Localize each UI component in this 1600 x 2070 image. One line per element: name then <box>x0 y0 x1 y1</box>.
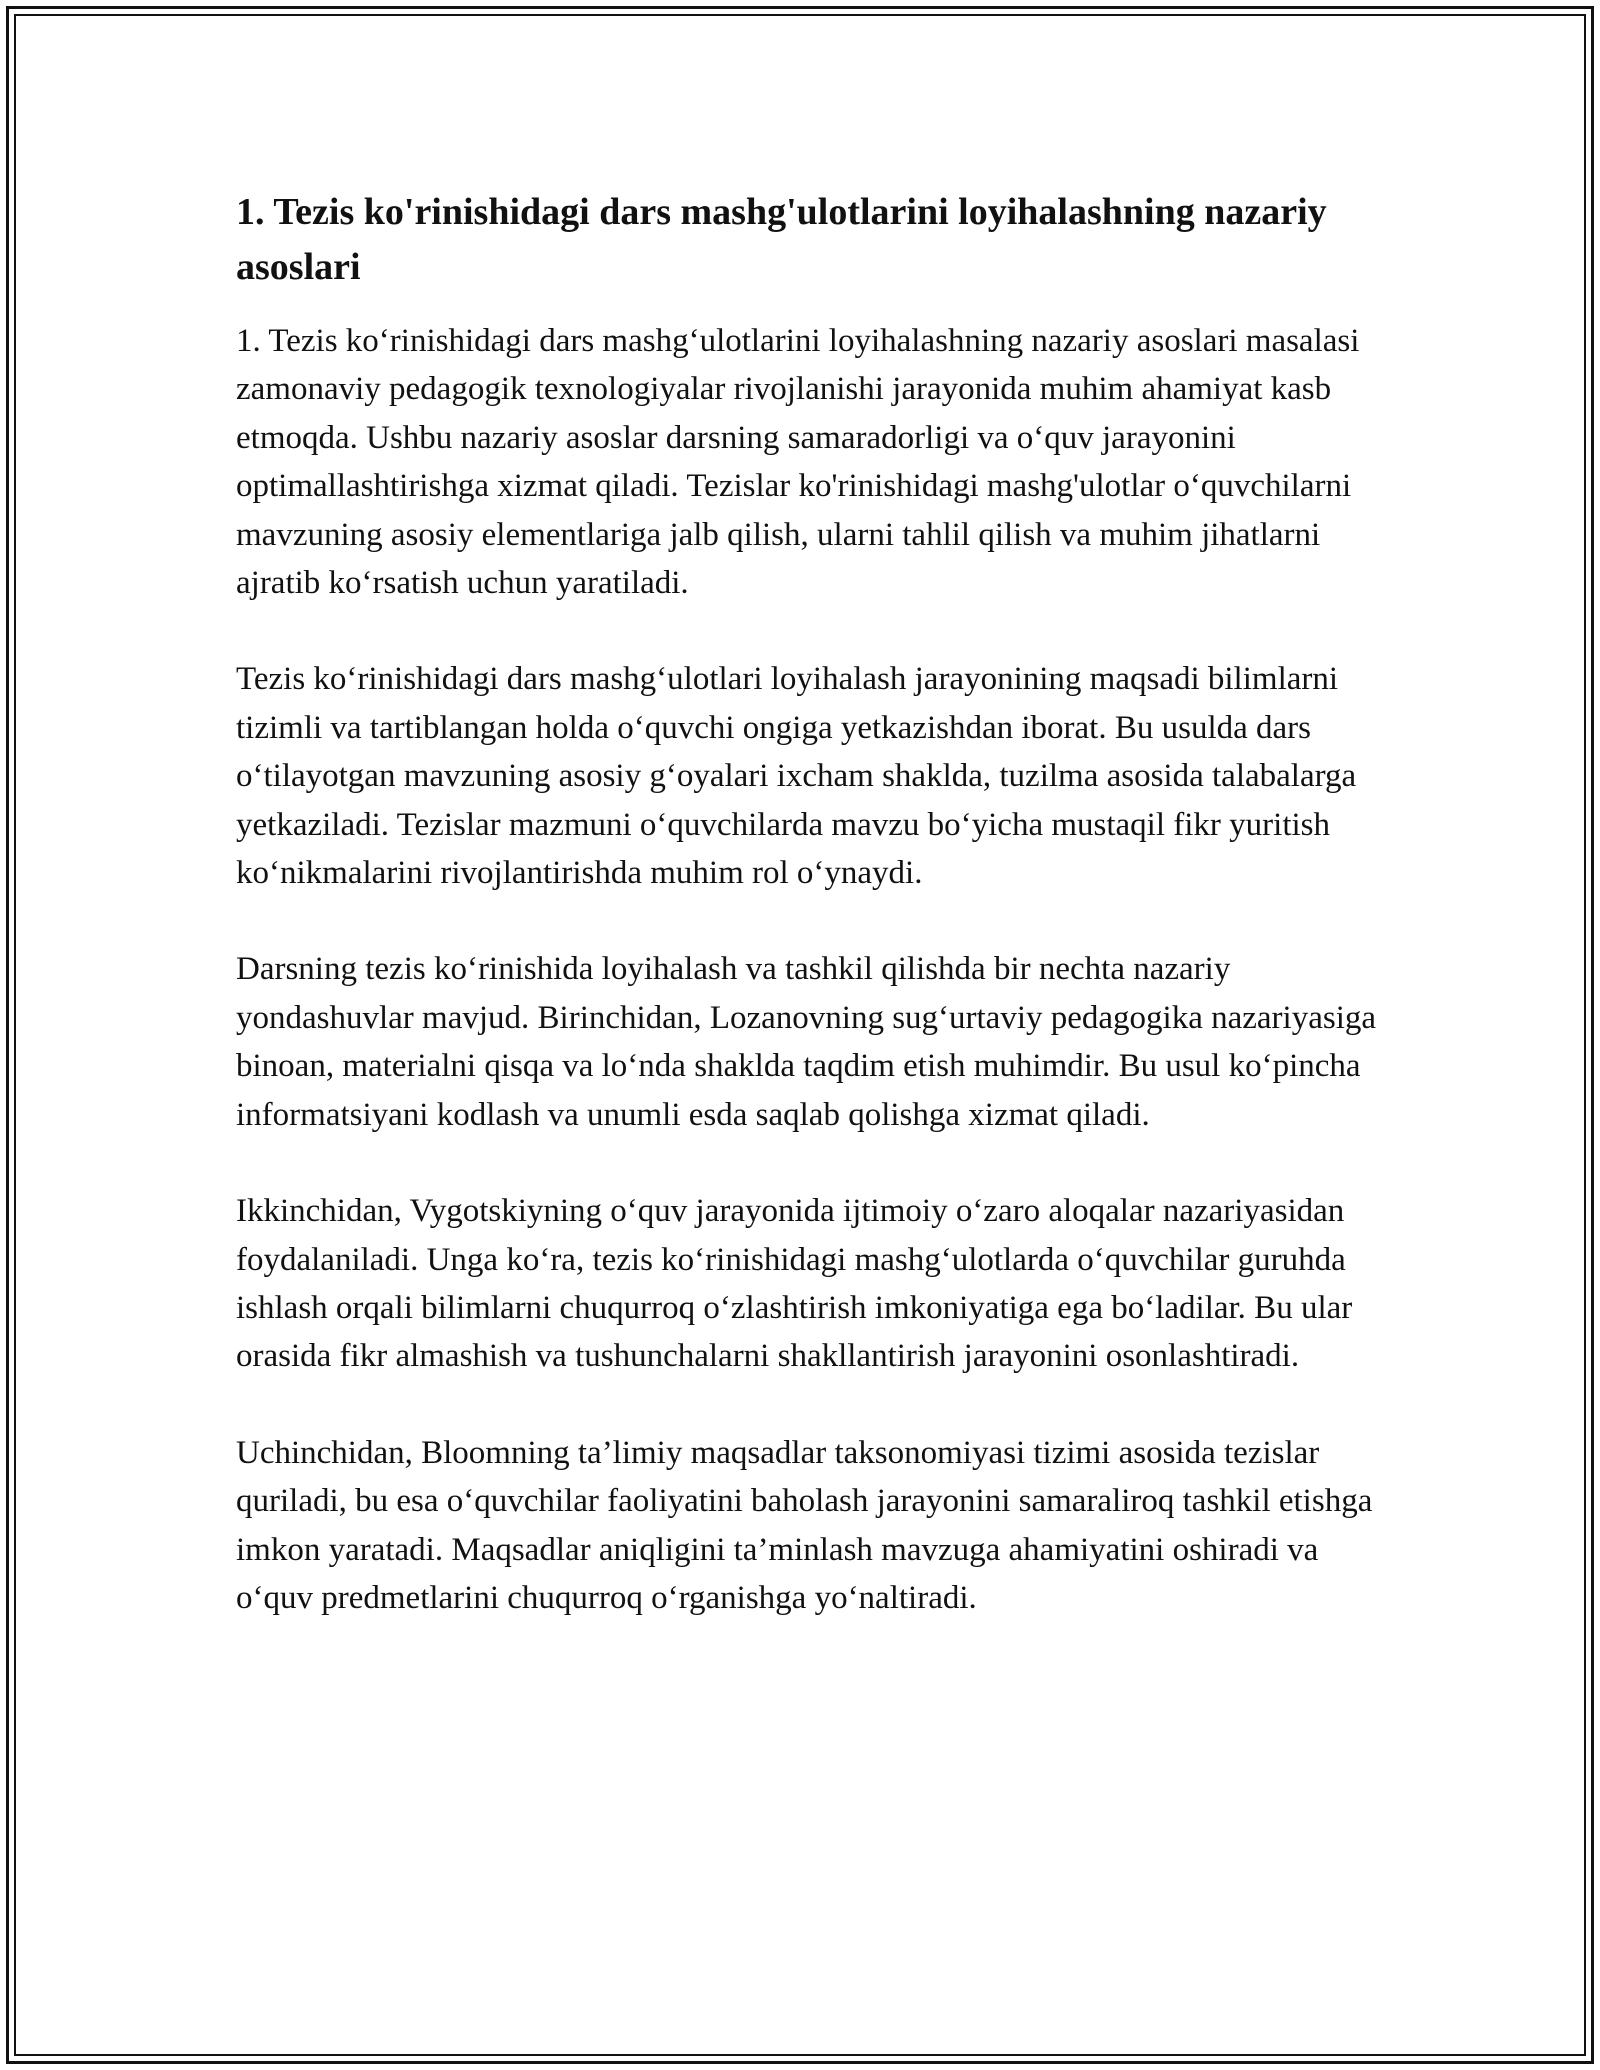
document-body <box>236 185 1386 1670</box>
paragraph-approaches: Darsning tezis ko‘rinishida loyihalash va tashkil qilishda bir nechta nazariy yondashuvlar mavjud. Birinchidan, Lozanovning sug‘urtaviy pedagogika nazariyasiga binoan, materialni qisqa va lo‘nda shaklda taqdim etish muhimdir. Bu usul ko‘pincha informatsiyani kodlash va unumli esda saqlab qolishga xizmat qiladi. <box>236 951 1377 1133</box>
paragraph-bloom: Uchinchidan, Bloomning ta’limiy maqsadlar taksonomiyasi tizimi asosida tezislar quriladi, bu esa o‘quvchilar faoliyatini baholash jarayonini samaraliroq tashkil etishga imkon yaratadi. Maqsadlar aniqligini ta’minlash mavzuga ahamiyatini oshiradi va o‘quv predmetlarini chuqurroq o‘rganishga yo‘naltiradi. <box>236 1434 1373 1616</box>
document-title: 1. Tezis ko'rinishidagi dars mashg'ulotlarini loyihalashning nazariy asoslari <box>236 191 1327 288</box>
paragraph-vygotsky: Ikkinchidan, Vygotskiyning o‘quv jarayonida ijtimoiy o‘zaro aloqalar nazariyasidan foydalaniladi. Unga ko‘ra, tezis ko‘rinishidagi mashg‘ulotlarda o‘quvchilar guruhda ishlash orqali bilimlarni chuqurroq o‘zlashtirish imkoniyatiga ega bo‘ladilar. Bu ular orasida fikr almashish va tushunchalarni shakllantirish jarayonini osonlashtiradi. <box>236 1193 1353 1375</box>
paragraph-purpose: Tezis ko‘rinishidagi dars mashg‘ulotlari loyihalash jarayonining maqsadi bilimlarni tizimli va tartiblangan holda o‘quvchi ongiga yetkazishdan iborat. Bu usulda dars o‘tilayotgan mavzuning asosiy g‘oyalari ixcham shaklda, tuzilma asosida talabalarga yetkaziladi. Tezislar mazmuni o‘quvchilarda mavzu bo‘yicha mustaqil fikr yuritish ko‘nikmalarini rivojlantirishda muhim rol o‘ynaydi. <box>236 661 1357 892</box>
paragraph-intro: 1. Tezis ko‘rinishidagi dars mashg‘ulotlarini loyihalashning nazariy asoslari masalasi zamonaviy pedagogik texnologiyalar rivojlanishi jarayonida muhim ahamiyat kasb etmoqda. Ushbu nazariy asoslar darsning samaradorligi va o‘quv jarayonini optimallashtirishga xizmat qiladi. Tezislar ko'rinishidagi mashg'ulotlar o‘quvchilarni mavzuning asosiy elementlariga jalb qilish, ularni tahlil qilish va muhim jihatlarni ajratib ko‘rsatish uchun yaratiladi. <box>236 323 1360 602</box>
